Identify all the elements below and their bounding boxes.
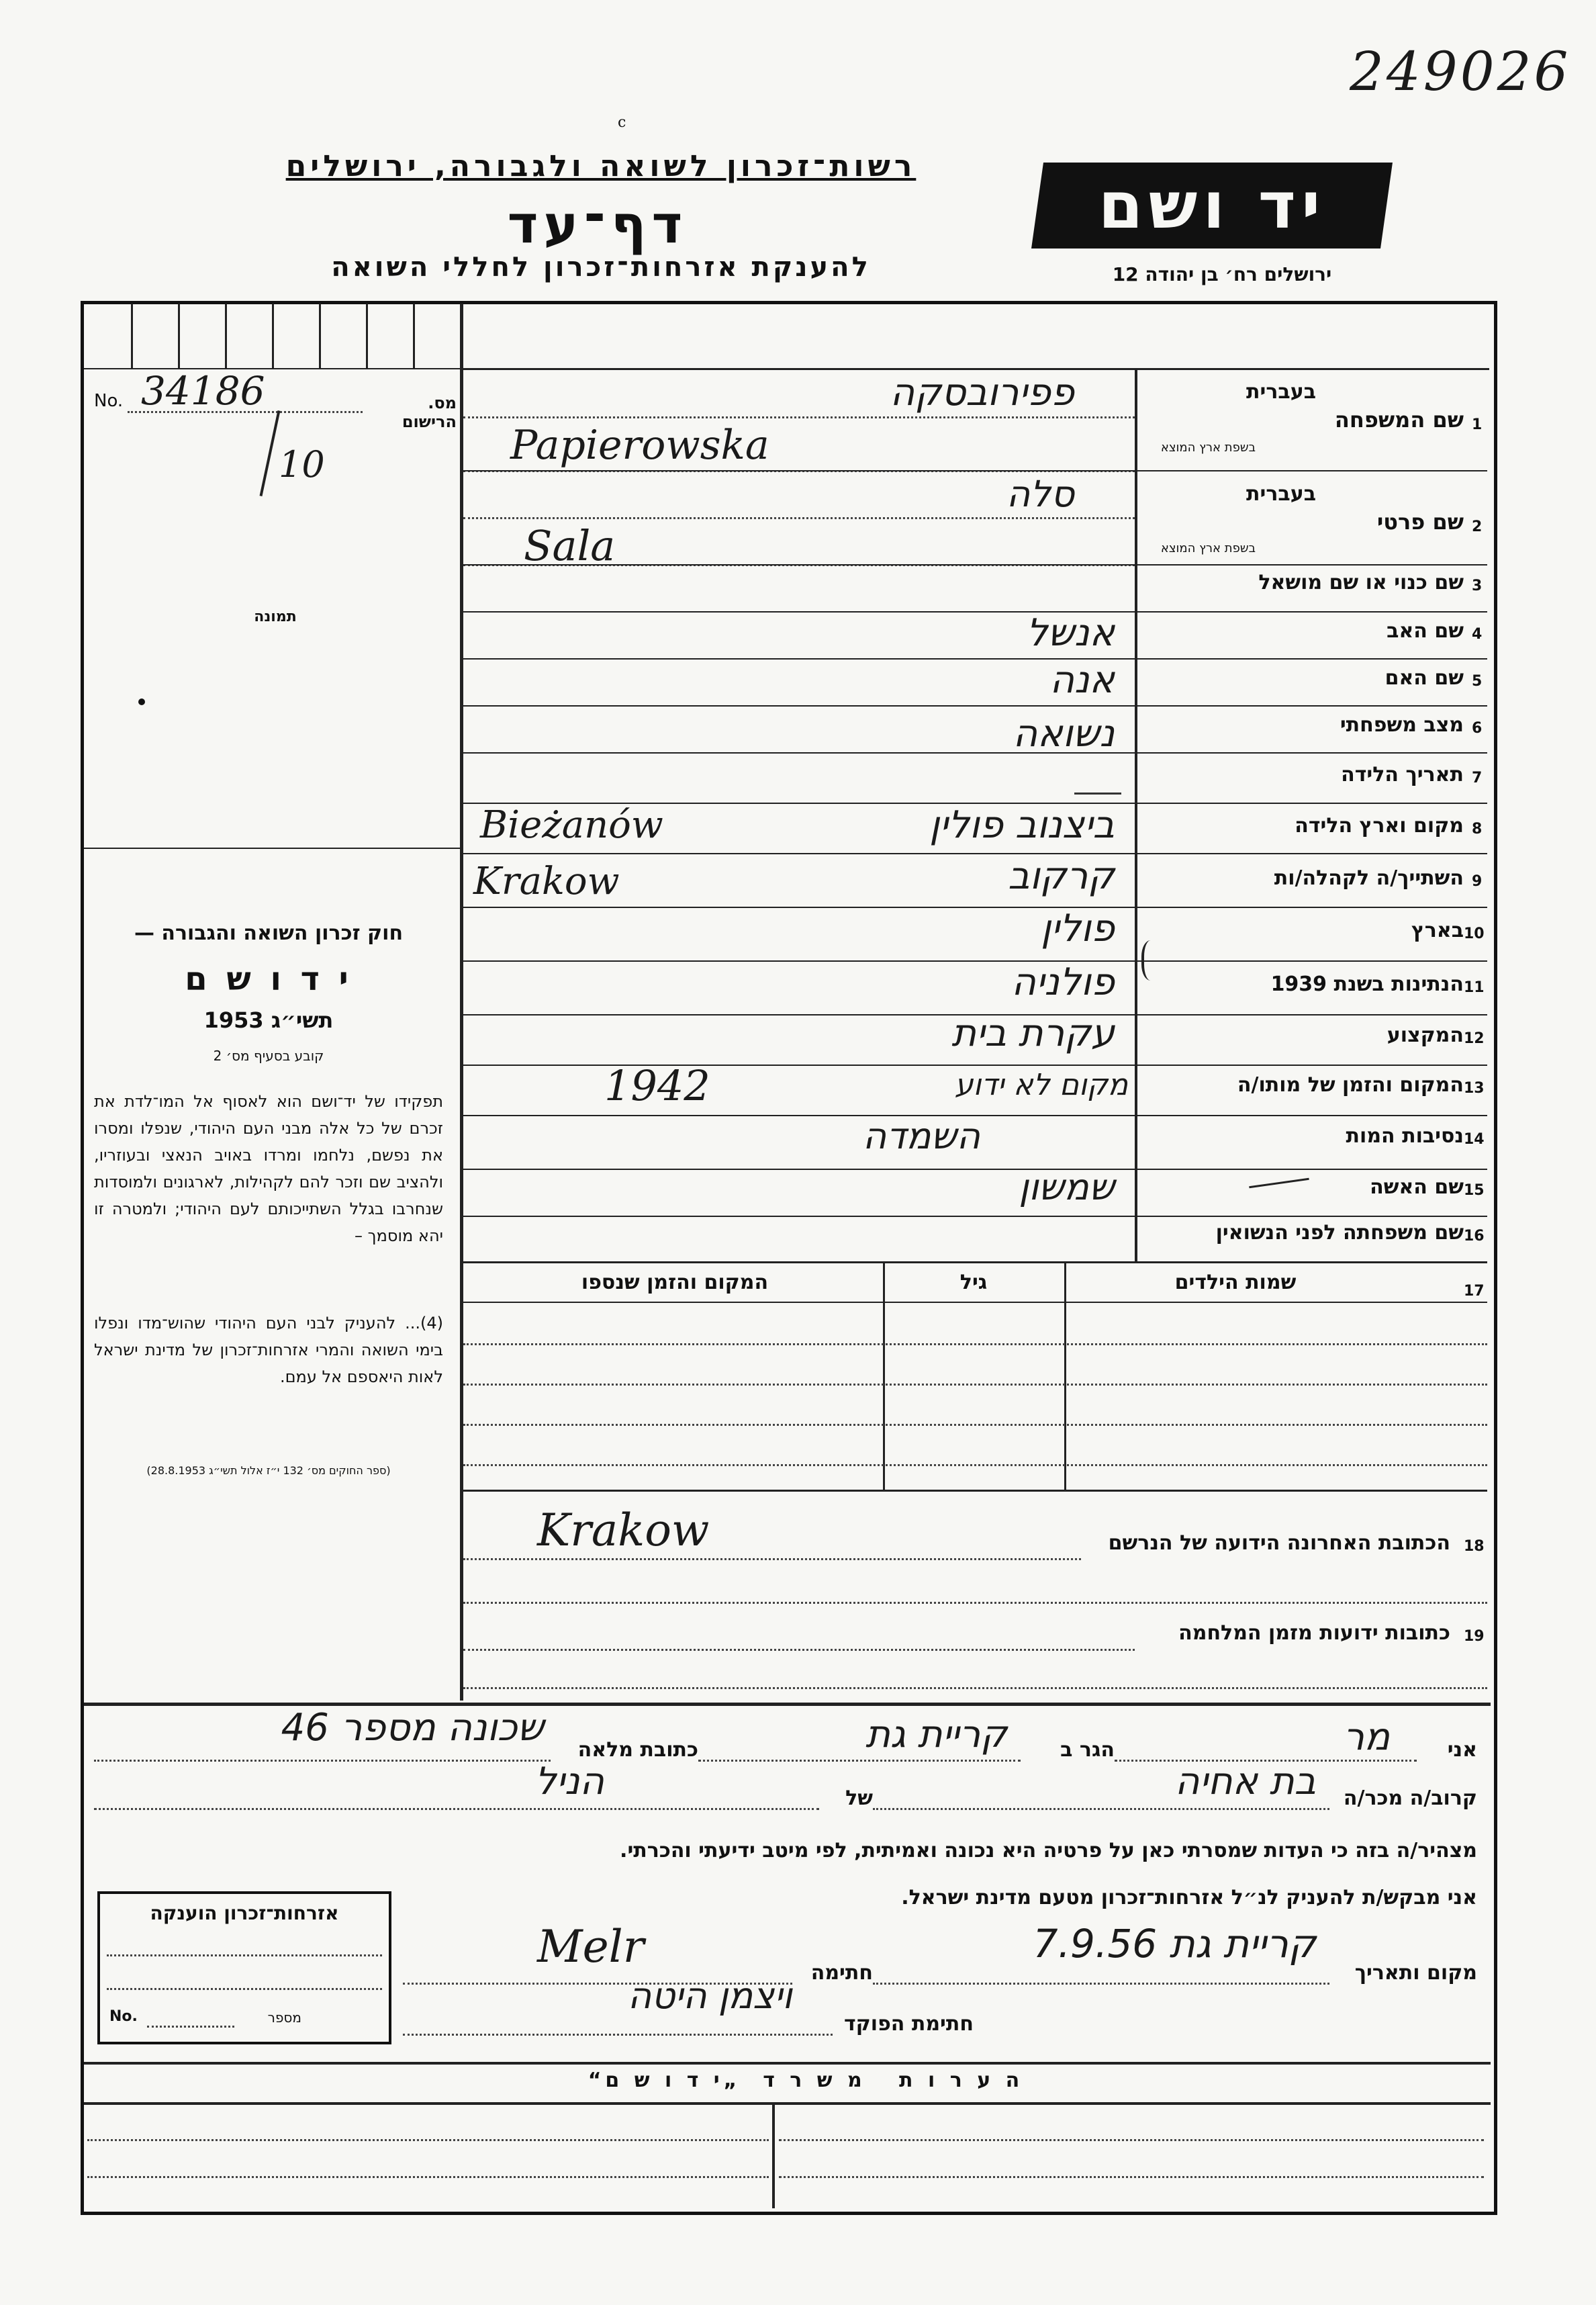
grant-box-title: אזרחות־זכרון הוענקה: [150, 1902, 339, 1924]
field-8-latin-value: Bieżanów: [480, 803, 663, 847]
decl-i-am-value: מר: [1343, 1715, 1390, 1759]
field-14-label: נסיבות המות: [1346, 1124, 1464, 1148]
law-para-1: תפקידו של יד־ושם הוא לאסוף אל המו־לדת את זכרם של כל אלה מבני העם היהודי, שנפלו ומסרו את נפשם, נלחמו ומרדו באויב הנאצי ובעוזריו, ולהציב שם וזכר להם לקהילות, לארגונים ולמוסדות שנחרבו בגלל השתייכותם לעם היהודי; ולמטרה זו יהא מוסמך –: [94, 1092, 443, 1245]
decl-signature: חתימה: [810, 1961, 873, 1985]
small-mark: c: [618, 114, 626, 131]
decl-signature-value: Melr: [537, 1921, 645, 1973]
law-para-2: (4)... להעניק לבני העם היהודי שהוש־מדו ונפלו בימי השואה והמרי אזרחות־זכרון של מדינת ישראל לאות היאספם אל עמם.: [94, 1314, 443, 1386]
dot-mark: [138, 698, 145, 705]
field-15-number: 15: [1464, 1182, 1485, 1199]
grant-box-no: No.: [109, 2008, 138, 2025]
field-13-year: 1942: [604, 1061, 710, 1110]
field-7-label: תאריך הלידה: [1341, 763, 1464, 786]
registration-number: 34186: [141, 368, 265, 414]
registration-sub: 10: [279, 443, 325, 486]
decl-statement-1: מצהיר/ה בזה כי העדות שמסרתי כאן על פרטיה היא נכונה ואמיתית, לפי מיטב ידיעתי והכרתי.: [620, 1839, 1477, 1862]
field-1-hebrew-value: פפירובסקה: [890, 371, 1074, 414]
decl-relative: קרוב/ה מכר/ה: [1343, 1787, 1477, 1810]
field-9-value: קרקוב: [1008, 854, 1115, 898]
decl-place-date: מקום ותאריך: [1354, 1961, 1477, 1985]
field-15-value: שמשון: [1019, 1166, 1115, 1208]
decl-of-value: הניל: [534, 1760, 604, 1803]
field-5-number: 5: [1472, 673, 1483, 690]
field-11-value: פולניה: [1011, 960, 1115, 1004]
decl-full-address-value: שכונה מספר 46: [281, 1706, 544, 1750]
field-1-local-label: בשפת ארץ המוצא: [1160, 441, 1256, 455]
field-1-number: 1: [1472, 416, 1483, 433]
registration-label: מס. הרישום: [402, 394, 457, 431]
law-source: (ספר החוקים מס׳ 132 י״ז אלול תשי״ג 28.8.1953): [146, 1464, 391, 1477]
field-16-label: שם משפחתה לפני הנשואין: [1215, 1221, 1464, 1245]
law-box-top: [84, 848, 460, 849]
children-number: 17: [1464, 1283, 1485, 1300]
field-13-number: 13: [1464, 1080, 1485, 1097]
decl-of: של: [845, 1787, 873, 1810]
field-1-local-value: Papierowska: [510, 422, 769, 469]
archive-number: 249026: [1350, 40, 1571, 103]
field-8-value: ביצנוב פולין: [929, 803, 1115, 847]
law-title: חוק זכרון השואה והגבורה —: [134, 921, 404, 945]
field-4-value: אנשל: [1026, 611, 1115, 655]
logo-address: ירושלים רח׳ בן יהודה 12: [1112, 263, 1332, 285]
field-2-hebrew-label: בעברית: [1246, 482, 1316, 506]
field-19-label: כתובות ידועות מזמן המלחמה: [1178, 1621, 1450, 1645]
logo-text: יד ושם: [1098, 168, 1326, 243]
field-1-label: שם המשפחה: [1334, 407, 1464, 433]
field-5-value: אנה: [1049, 658, 1115, 702]
field-6-label: מצב משפחתי: [1340, 713, 1464, 737]
field-11-mark: [1141, 940, 1164, 981]
law-clause: קובע בסעיף מס׳ 2: [213, 1048, 324, 1064]
field-18-value: Krakow: [537, 1504, 710, 1556]
field-14-number: 14: [1464, 1131, 1485, 1148]
field-9-label: השתייך/ה לקהלה/ות: [1274, 866, 1464, 890]
field-2-hebrew-value: סלה: [1006, 473, 1074, 515]
field-18-label: הכתובת האחרונה הידועה של הנרשם: [1108, 1531, 1450, 1555]
form-title: דף־עד: [507, 195, 688, 255]
field-2-local-value: Sala: [524, 521, 616, 570]
label-column-divider: [1135, 368, 1137, 1261]
field-12-label: המקצוע: [1387, 1024, 1464, 1047]
field-13-label: המקום והזמן של מותו/ה: [1237, 1073, 1464, 1097]
field-19-number: 19: [1464, 1628, 1485, 1645]
field-2-local-label: בשפת ארץ המוצא: [1160, 541, 1256, 555]
grant-box: [97, 1891, 391, 2044]
field-10-number: 10: [1464, 925, 1485, 942]
field-9-latin-value: Krakow: [473, 860, 620, 903]
field-3-label: שם כנוי או שם מושאל: [1258, 571, 1464, 594]
decl-residing-value: קריית גת: [865, 1713, 1007, 1756]
field-16-number: 16: [1464, 1228, 1485, 1245]
field-2-number: 2: [1472, 518, 1483, 535]
field-4-number: 4: [1472, 626, 1483, 643]
decl-officer-signature: חתימת הפוקד: [844, 2012, 974, 2036]
decl-residing: הגר ב: [1060, 1738, 1115, 1762]
field-7-number: 7: [1472, 770, 1483, 786]
authority-title: רשות־זכרון לשואה ולגבורה, ירושלים: [285, 149, 917, 183]
field-8-number: 8: [1472, 821, 1483, 838]
field-10-label: בארץ: [1411, 919, 1464, 942]
field-13-value: מקום לא ידוע: [954, 1068, 1128, 1102]
field-8-label: מקום וארץ הלידה: [1295, 814, 1464, 838]
grant-box-number-label: מספר: [267, 2009, 301, 2026]
field-3-number: 3: [1472, 578, 1483, 594]
field-9-number: 9: [1472, 873, 1483, 890]
law-year: תשי״ג 1953: [203, 1007, 334, 1033]
decl-full-address: כתובת מלאה: [577, 1738, 698, 1762]
field-11-label: הנתינות בשנת 1939: [1270, 973, 1464, 996]
field-10-value: פולין: [1041, 907, 1115, 950]
photo-label: תמונה: [254, 608, 297, 625]
decl-statement-2: אני מבקש/ת להעניק לנ״ל אזרחות־זכרון מטעם מדינת ישראל.: [901, 1886, 1477, 1909]
decl-place-date-value: קריית גת 7.9.56: [1033, 1921, 1316, 1967]
field-11-number: 11: [1464, 979, 1485, 996]
field-7-dash: [1074, 793, 1121, 795]
field-18-number: 18: [1464, 1538, 1485, 1555]
field-4-label: שם האב: [1387, 619, 1464, 643]
field-1-hebrew-label: בעברית: [1246, 380, 1316, 404]
decl-officer-value: ויצמן היטה: [627, 1975, 792, 2017]
field-12-number: 12: [1464, 1030, 1485, 1047]
children-header-names: שמות הילדים: [1174, 1271, 1297, 1294]
children-header-place: המקום והזמן שנספו: [581, 1271, 769, 1294]
decl-i-am: אני: [1447, 1738, 1477, 1762]
field-12-value: עקרת בית: [951, 1011, 1115, 1055]
registration-no-label: No.: [94, 391, 124, 411]
decl-relative-value: בת אחיה: [1174, 1760, 1316, 1803]
top-row-line: [84, 368, 460, 369]
office-notes-title: ה ע ר ו ת מ ש ר ד „י ד ו ש ם“: [588, 2069, 1024, 2092]
law-name: י ד ו ש ם: [185, 960, 353, 998]
field-6-number: 6: [1472, 720, 1483, 737]
field-5-label: שם האם: [1384, 666, 1464, 690]
field-15-label: שם האשה: [1370, 1175, 1464, 1199]
field-14-value: השמדה: [863, 1115, 980, 1157]
form-subtitle: להענקת אזרחות־זכרון לחללי השואה: [331, 252, 871, 283]
children-header-age: גיל: [959, 1271, 988, 1294]
field-6-value: נשואה: [1013, 712, 1115, 756]
yad-vashem-logo: [1031, 163, 1393, 248]
field-2-label: שם פרטי: [1376, 509, 1464, 535]
